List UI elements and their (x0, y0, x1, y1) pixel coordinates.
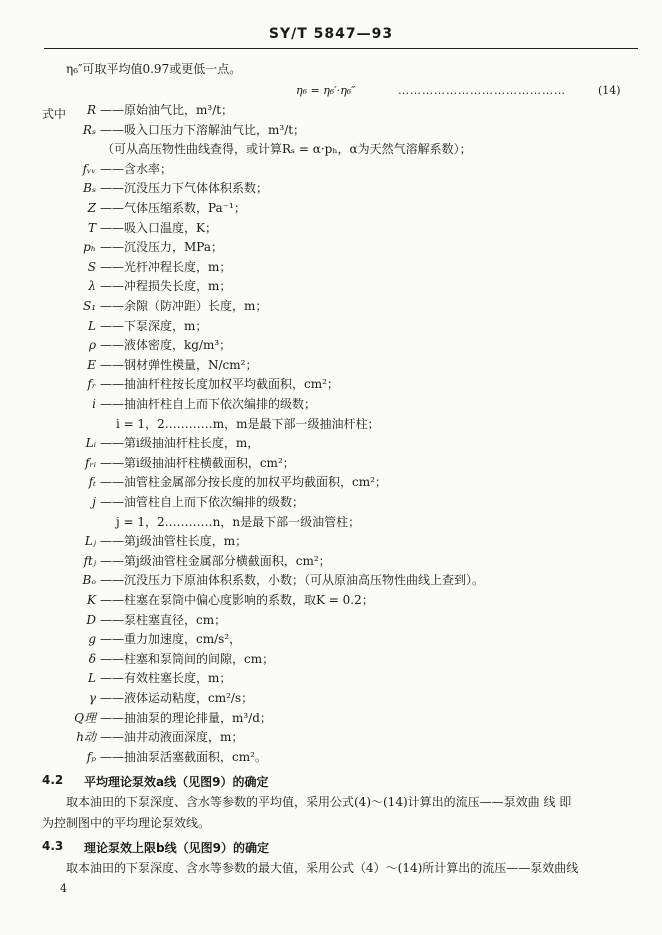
variable-symbol: fᵥᵥ (82, 161, 96, 176)
variable-description: i = 1，2…………m，m是最下部一级抽油杆柱； (116, 416, 380, 431)
page-number: 4 (60, 882, 67, 895)
variable-symbol: i (92, 397, 96, 411)
variable-symbol: fᵣᵢ (84, 455, 96, 470)
variable-symbol: S₁ (82, 299, 96, 313)
variable-description: ——光杆冲程长度，m； (100, 259, 232, 274)
variable-description: j = 1，2…………n，n是最下部一级油管柱； (116, 514, 361, 529)
variable-description: ——沉没压力下气体体积系数； (100, 181, 269, 196)
variable-symbol: Z (87, 201, 96, 215)
variable-description: ——原始油气比，m³/t； (100, 103, 234, 117)
variable-symbol: ftⱼ (83, 553, 96, 568)
variable-symbol: R (86, 103, 96, 117)
where-label: 式中 (42, 107, 67, 121)
variable-description: ——重力加速度，cm/s²， (100, 632, 242, 647)
equation-leader-dots: …………………………………… (398, 84, 566, 97)
variable-symbol: Lᵢ (85, 436, 96, 451)
variable-description: ——抽油杆柱自上而下依次编排的级数； (100, 397, 317, 411)
variable-description: ——第j级油管柱金属部分横截面积，cm²； (100, 553, 331, 568)
variable-symbol: K (87, 593, 96, 607)
variable-description: ——吸入口压力下溶解油气比，m³/t； (100, 122, 306, 137)
variable-description: ——有效柱塞长度，m； (100, 671, 232, 686)
variable-description: ——抽油泵的理论排量，m³/d； (100, 710, 272, 725)
variable-symbol: Lⱼ (84, 534, 96, 549)
variable-symbol: Rₛ (82, 122, 96, 137)
variable-symbol: Bₛ (83, 181, 96, 196)
section-4-2-title: 平均理论泵效a线（见图9）的确定 (84, 775, 269, 789)
variable-symbol: ρ (88, 338, 96, 353)
variable-description: ——柱塞在泵筒中偏心度影响的系数，取K = 0.2； (100, 593, 374, 607)
variable-description: （可从高压物性曲线查得，或计算Rₛ = α·pₕ，α为天然气溶解系数）； (102, 142, 472, 157)
variable-symbol: pₕ (83, 240, 96, 255)
variable-description: ——液体密度，kg/m³； (100, 338, 232, 353)
variable-description: ——气体压缩系数，Pa⁻¹； (100, 201, 246, 215)
variable-description: ——泵柱塞直径，cm； (100, 612, 227, 627)
section-4-2-number: 4.2 (42, 773, 64, 787)
intro-line: η₆″可取平均值0.97或更低一点。 (66, 62, 242, 76)
section-4-2-para-line2: 为控制图中的平均理论泵效线。 (42, 816, 211, 830)
variable-symbol: h动 (76, 730, 96, 745)
variable-symbol: δ (88, 651, 96, 666)
variable-symbol: D (86, 612, 96, 627)
variable-symbol: L (88, 671, 96, 686)
variable-description: ——钢材弹性模量，N/cm²； (100, 357, 258, 372)
variable-description: ——含水率； (100, 161, 173, 176)
variable-symbol: Bₒ (82, 573, 96, 588)
variable-description: ——第i级抽油杆柱横截面积，cm²； (100, 455, 295, 470)
variable-description: ——柱塞和泵筒间的间隙，cm； (100, 651, 275, 666)
variable-symbol: fₚ (86, 749, 96, 764)
variable-description: ——沉没压力，MPa； (100, 240, 223, 255)
variable-description: ——下泵深度，m； (100, 318, 208, 333)
section-4-3-title: 理论泵效上限b线（见图9）的确定 (84, 841, 269, 855)
variable-description: ——第j级油管柱长度，m； (100, 534, 248, 549)
variable-description: ——液体运动粘度，cm²/s； (100, 691, 254, 705)
variable-symbol: L (88, 318, 96, 333)
equation-formula: η₆ = η₆′·η₆″ (296, 84, 356, 97)
variable-symbol: fₜ (88, 475, 96, 490)
page-header: SY/T 5847—93 (268, 26, 394, 42)
header-rule (44, 48, 638, 49)
variable-symbol: S (87, 259, 96, 274)
variable-description: ——油管柱金属部分按长度的加权平均截面积，cm²； (100, 475, 387, 490)
variable-description: ——抽油泵活塞截面积，cm²。 (100, 749, 267, 764)
variable-description: ——油管柱自上而下依次编排的级数； (100, 495, 305, 509)
section-4-2-para-line1: 取本油田的下泵深度、含水等参数的平均值，采用公式(4)～(14)计算出的流压——泵效曲 线 即 (66, 795, 572, 809)
section-4-3-para-line1: 取本油田的下泵深度、含水等参数的最大值，采用公式（4）～(14)所计算出的流压——泵效曲线 (66, 861, 579, 875)
variable-description: ——余隙（防冲距）长度，m； (100, 299, 268, 313)
variable-symbol: E (87, 357, 96, 372)
variable-description: ——吸入口温度，K； (100, 220, 217, 235)
section-4-3-number: 4.3 (42, 839, 64, 853)
variable-symbol: γ (88, 691, 96, 705)
variable-description: ——沉没压力下原油体积系数，小数；（可从原油高压物性曲线上查到）。 (100, 573, 485, 588)
variable-description: ——冲程损失长度，m； (100, 279, 232, 294)
variable-symbol: λ (88, 279, 96, 294)
variable-description: ——抽油杆柱按长度加权平均截面积，cm²； (100, 377, 339, 392)
variable-symbol: g (88, 632, 96, 647)
variable-symbol: fᵣ (87, 377, 96, 392)
variable-symbol: T (87, 220, 96, 235)
variable-description: ——第i级抽油杆柱长度，m， (100, 436, 260, 451)
variable-symbol: j (92, 495, 96, 509)
variable-symbol: Q理 (74, 710, 96, 725)
equation-number: (14) (598, 84, 621, 97)
variable-description: ——油井动液面深度，m； (100, 730, 244, 745)
